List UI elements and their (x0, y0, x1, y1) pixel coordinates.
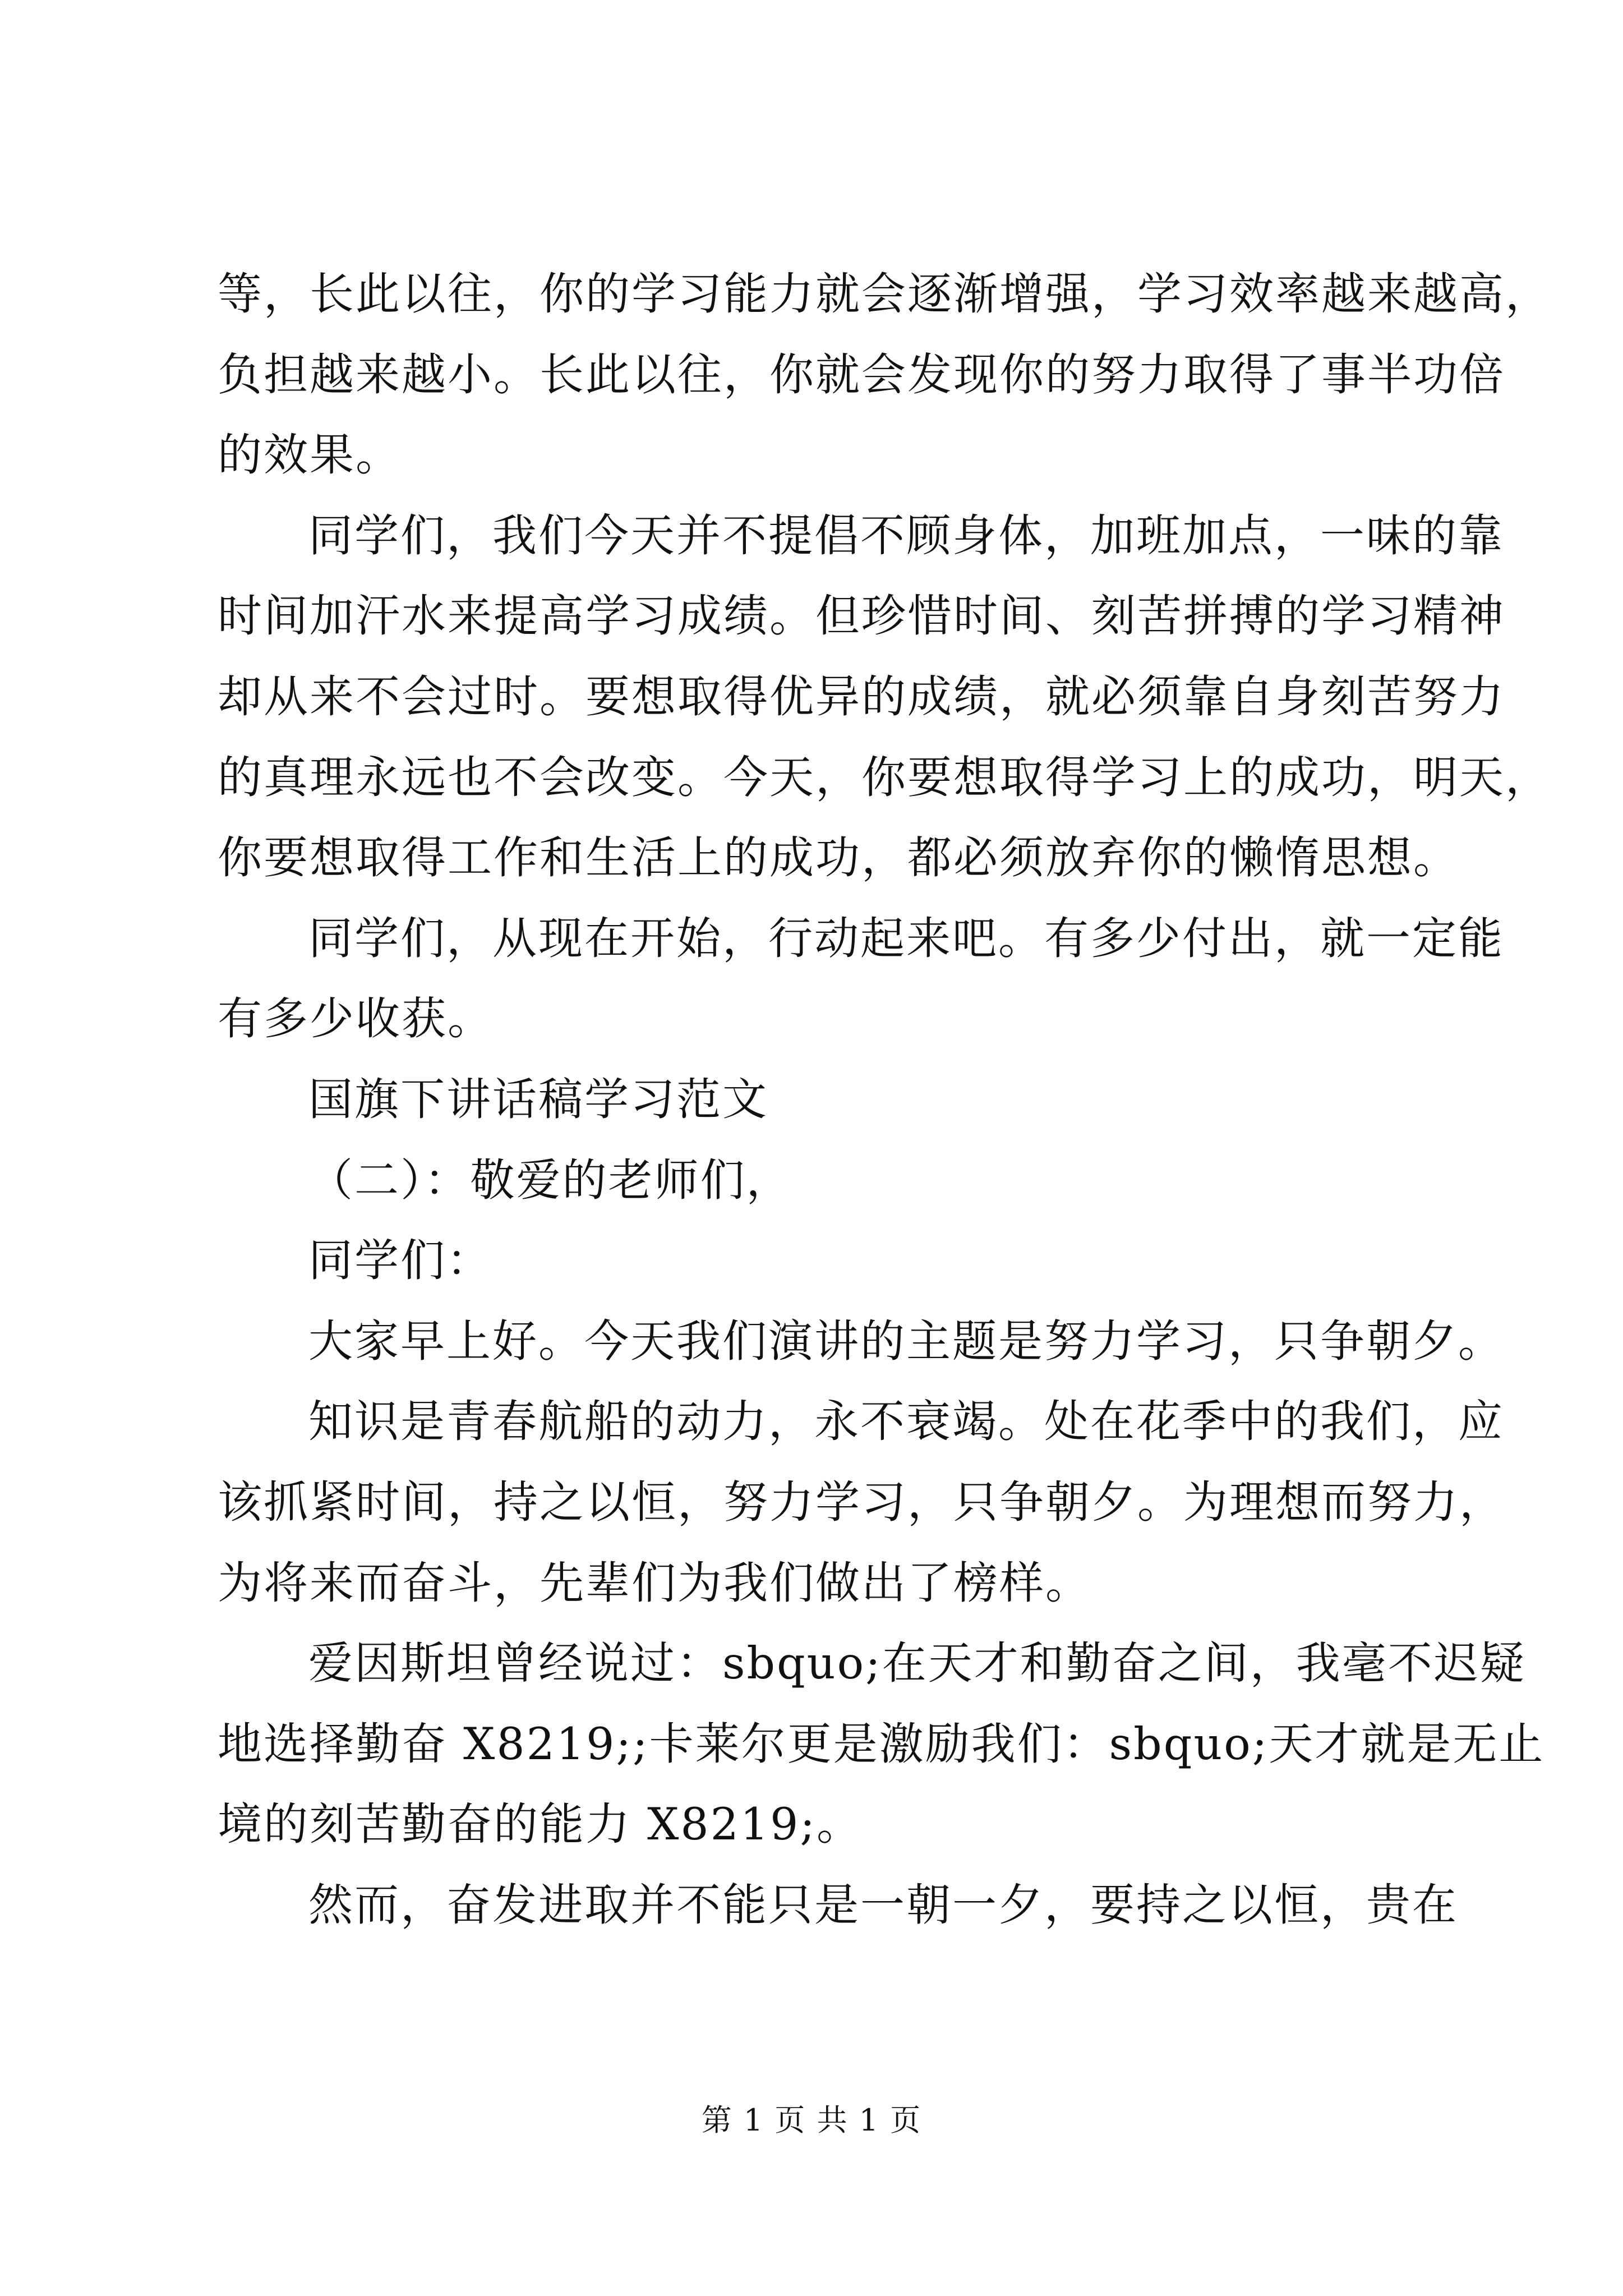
text-line: 同学们，从现在开始，行动起来吧。有多少付出，就一定能 (308, 912, 1504, 964)
text-line: 地选择勤奋 X8219;;卡莱尔更是激励我们：sbquo;天才就是无止 (218, 1718, 1545, 1770)
page-number-footer: 第 1 页 共 1 页 (701, 2102, 922, 2138)
text-line: 爱因斯坦曾经说过：sbquo;在天才和勤奋之间，我毫不迟疑 (308, 1637, 1526, 1690)
text-line: 的真理永远也不会改变。今天，你要想取得学习上的成功，明天， (218, 751, 1551, 803)
text-line: 该抓紧时间，持之以恒，努力学习，只争朝夕。为理想而努力， (218, 1476, 1505, 1528)
text-line: 时间加汗水来提高学习成绩。但珍惜时间、刻苦拼搏的学习精神 (218, 590, 1505, 642)
salutation-line: 同学们： (308, 1235, 492, 1287)
salutation-line: （二）：敬爱的老师们， (308, 1154, 792, 1206)
section-heading: 国旗下讲话稿学习范文 (308, 1073, 768, 1125)
text-line: 知识是青春航船的动力，永不衰竭。处在花季中的我们，应 (308, 1396, 1504, 1448)
text-line: 大家早上好。今天我们演讲的主题是努力学习，只争朝夕。 (308, 1315, 1504, 1367)
text-line: 等，长此以往，你的学习能力就会逐渐增强，学习效率越来越高， (218, 268, 1551, 320)
text-line: 却从来不会过时。要想取得优异的成绩，就必须靠自身刻苦努力 (218, 670, 1505, 723)
text-line: 同学们，我们今天并不提倡不顾身体，加班加点，一味的靠 (308, 509, 1504, 562)
document-body (218, 254, 1551, 1945)
text-line: 你要想取得工作和生活上的成功，都必须放弃你的懒惰思想。 (218, 832, 1459, 884)
text-line: 的效果。 (218, 429, 402, 481)
text-line: 境的刻苦勤奋的能力 X8219;。 (218, 1798, 863, 1851)
text-line: 负担越来越小。长此以往，你就会发现你的努力取得了事半功倍 (218, 348, 1505, 401)
text-line: 然而，奋发进取并不能只是一朝一夕，要持之以恒，贵在 (308, 1879, 1458, 1931)
text-line: 有多少收获。 (218, 993, 494, 1045)
text-line: 为将来而奋斗，先辈们为我们做出了榜样。 (218, 1557, 1091, 1609)
